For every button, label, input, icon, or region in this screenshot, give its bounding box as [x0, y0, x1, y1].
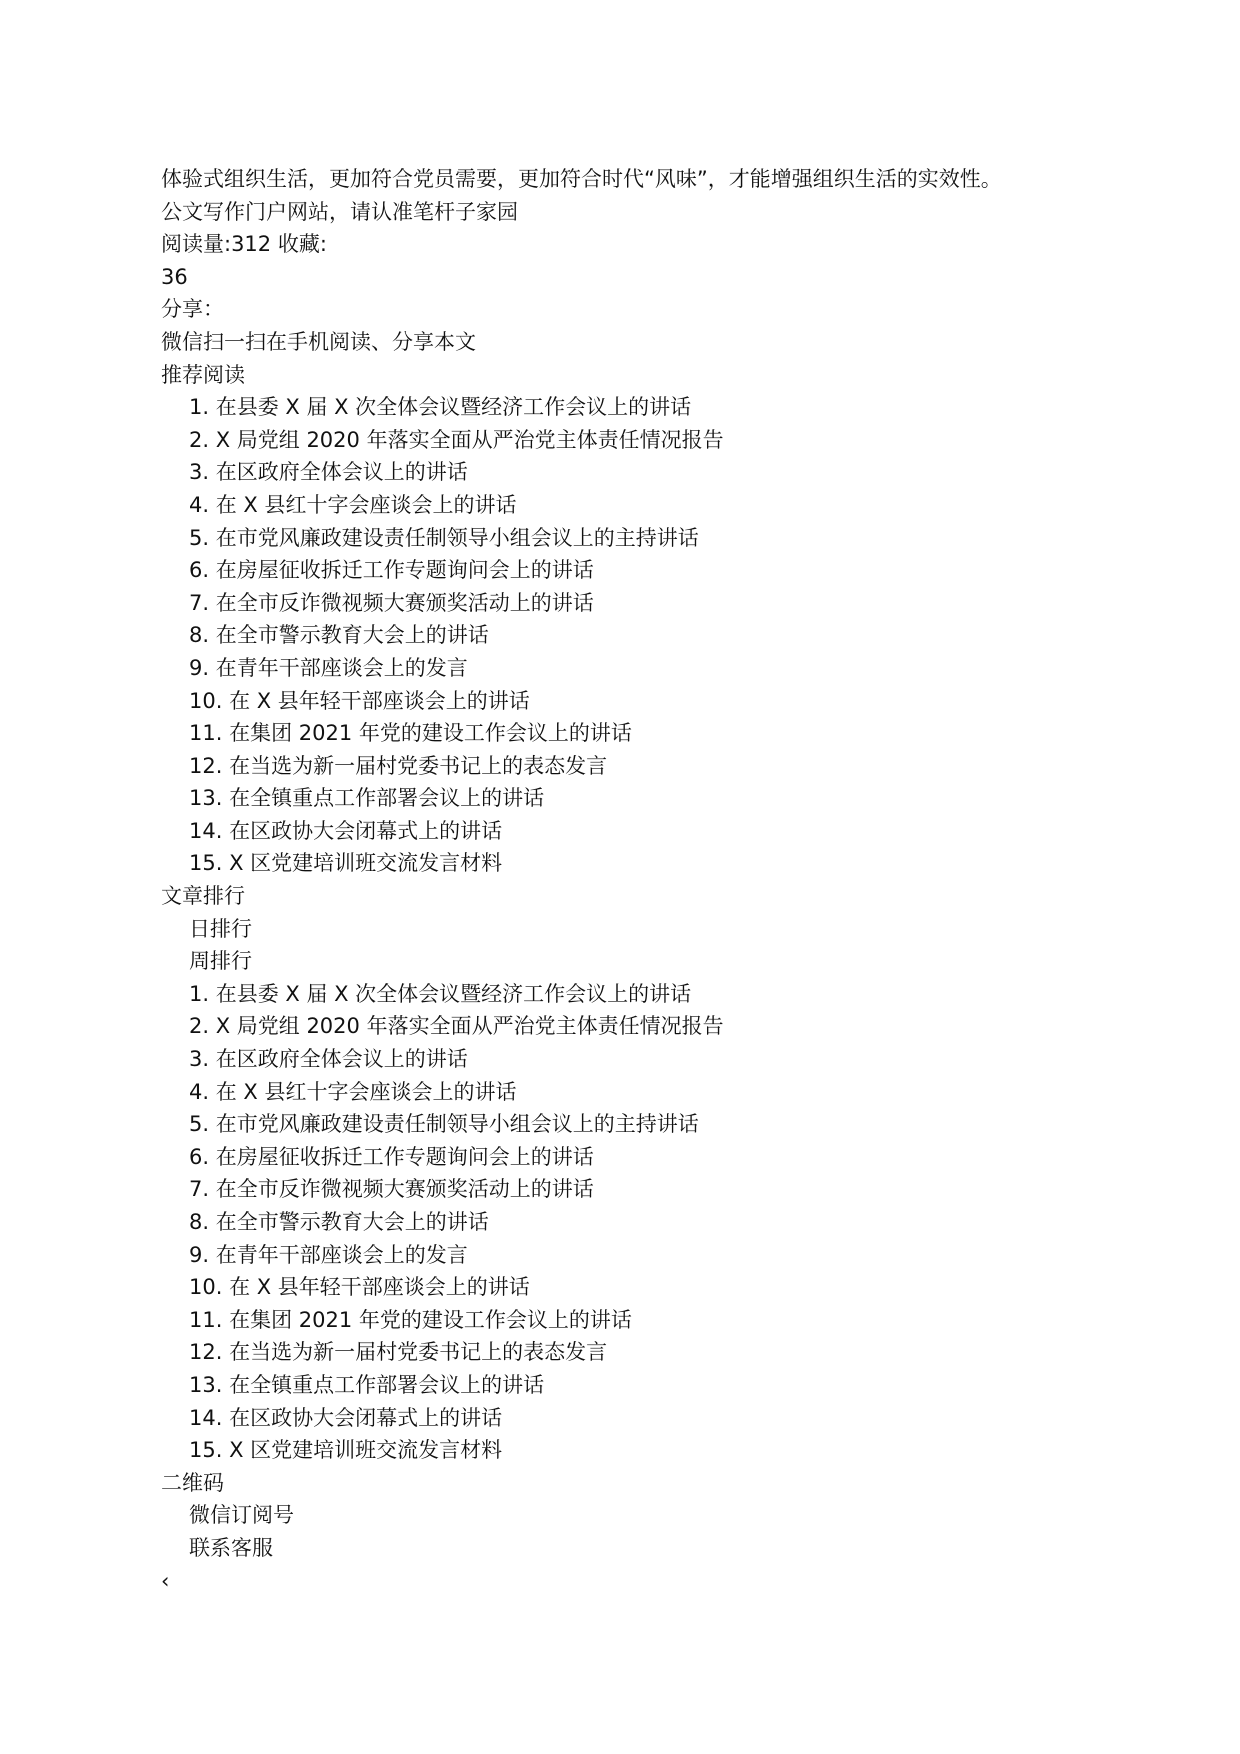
recommended-item[interactable]: 11. 在集团 2021 年党的建设工作会议上的讲话: [189, 721, 632, 746]
ranking-item[interactable]: 2. X 局党组 2020 年落实全面从严治党主体责任情况报告: [189, 1014, 724, 1039]
ranking-item[interactable]: 14. 在区政协大会闭幕式上的讲话: [189, 1405, 503, 1430]
document-page: [161, 163, 1201, 1597]
favorite-count[interactable]: 36: [161, 264, 188, 289]
ranking-item[interactable]: 13. 在全镇重点工作部署会议上的讲话: [189, 1372, 545, 1397]
ranking-item[interactable]: 3. 在区政府全体会议上的讲话: [189, 1047, 468, 1072]
ranking-item[interactable]: 7. 在全市反诈微视频大赛颁奖活动上的讲话: [189, 1177, 594, 1202]
recommended-item[interactable]: 5. 在市党风廉政建设责任制领导小组会议上的主持讲话: [189, 525, 699, 550]
ranking-item[interactable]: 6. 在房屋征收拆迁工作专题询问会上的讲话: [189, 1144, 594, 1169]
recommended-item[interactable]: 2. X 局党组 2020 年落实全面从严治党主体责任情况报告: [189, 427, 724, 452]
recommended-item[interactable]: 7. 在全市反诈微视频大赛颁奖活动上的讲话: [189, 590, 594, 615]
wechat-scan-text: 微信扫一扫在手机阅读、分享本文: [161, 329, 476, 354]
contact-service-link[interactable]: 联系客服: [189, 1535, 273, 1560]
recommended-item[interactable]: 14. 在区政协大会闭幕式上的讲话: [189, 818, 503, 843]
ranking-item[interactable]: 5. 在市党风廉政建设责任制领导小组会议上的主持讲话: [189, 1112, 699, 1137]
site-notice: 公文写作门户网站，请认准笔杆子家园: [161, 199, 518, 224]
ranking-item[interactable]: 9. 在青年干部座谈会上的发言: [189, 1242, 468, 1267]
ranking-item[interactable]: 1. 在县委 X 届 X 次全体会议暨经济工作会议上的讲话: [189, 981, 692, 1006]
recommended-list: [161, 391, 1201, 880]
recommended-heading: 推荐阅读: [161, 362, 245, 387]
ranking-item[interactable]: 4. 在 X 县红十字会座谈会上的讲话: [189, 1079, 517, 1104]
recommended-item[interactable]: 10. 在 X 县年轻干部座谈会上的讲话: [189, 688, 530, 713]
ranking-item[interactable]: 8. 在全市警示教育大会上的讲话: [189, 1210, 489, 1234]
recommended-item[interactable]: 6. 在房屋征收拆迁工作专题询问会上的讲话: [189, 558, 594, 583]
recommended-item[interactable]: 9. 在青年干部座谈会上的发言: [189, 655, 468, 680]
recommended-item[interactable]: 8. 在全市警示教育大会上的讲话: [189, 623, 489, 648]
tab-weekly-ranking[interactable]: 周排行: [189, 949, 252, 974]
tab-daily-ranking[interactable]: 日排行: [189, 916, 252, 941]
recommended-item[interactable]: 13. 在全镇重点工作部署会议上的讲话: [189, 786, 545, 811]
recommended-item[interactable]: 1. 在县委 X 届 X 次全体会议暨经济工作会议上的讲话: [189, 395, 692, 420]
chevron-left-icon[interactable]: ‹: [161, 1568, 170, 1593]
ranking-item[interactable]: 15. X 区党建培训班交流发言材料: [189, 1438, 503, 1463]
share-label: 分享：: [161, 297, 224, 322]
ranking-item[interactable]: 11. 在集团 2021 年党的建设工作会议上的讲话: [189, 1307, 632, 1332]
ranking-heading: 文章排行: [161, 884, 245, 909]
wechat-subscription-link[interactable]: 微信订阅号: [189, 1503, 294, 1528]
ranking-item[interactable]: 10. 在 X 县年轻干部座谈会上的讲话: [189, 1275, 530, 1300]
ranking-item[interactable]: 12. 在当选为新一届村党委书记上的表态发言: [189, 1340, 608, 1365]
ranking-list: [161, 978, 1201, 1467]
article-closing-line: 体验式组织生活，更加符合党员需要，更加符合时代“风味”，才能增强组织生活的实效性。: [161, 167, 1002, 191]
recommended-item[interactable]: 12. 在当选为新一届村党委书记上的表态发言: [189, 753, 608, 778]
qrcode-heading: 二维码: [161, 1470, 224, 1495]
recommended-item[interactable]: 4. 在 X 县红十字会座谈会上的讲话: [189, 492, 517, 517]
read-count: 阅读量:312 收藏:: [161, 232, 327, 257]
recommended-item[interactable]: 15. X 区党建培训班交流发言材料: [189, 851, 503, 876]
recommended-item[interactable]: 3. 在区政府全体会议上的讲话: [189, 460, 468, 485]
